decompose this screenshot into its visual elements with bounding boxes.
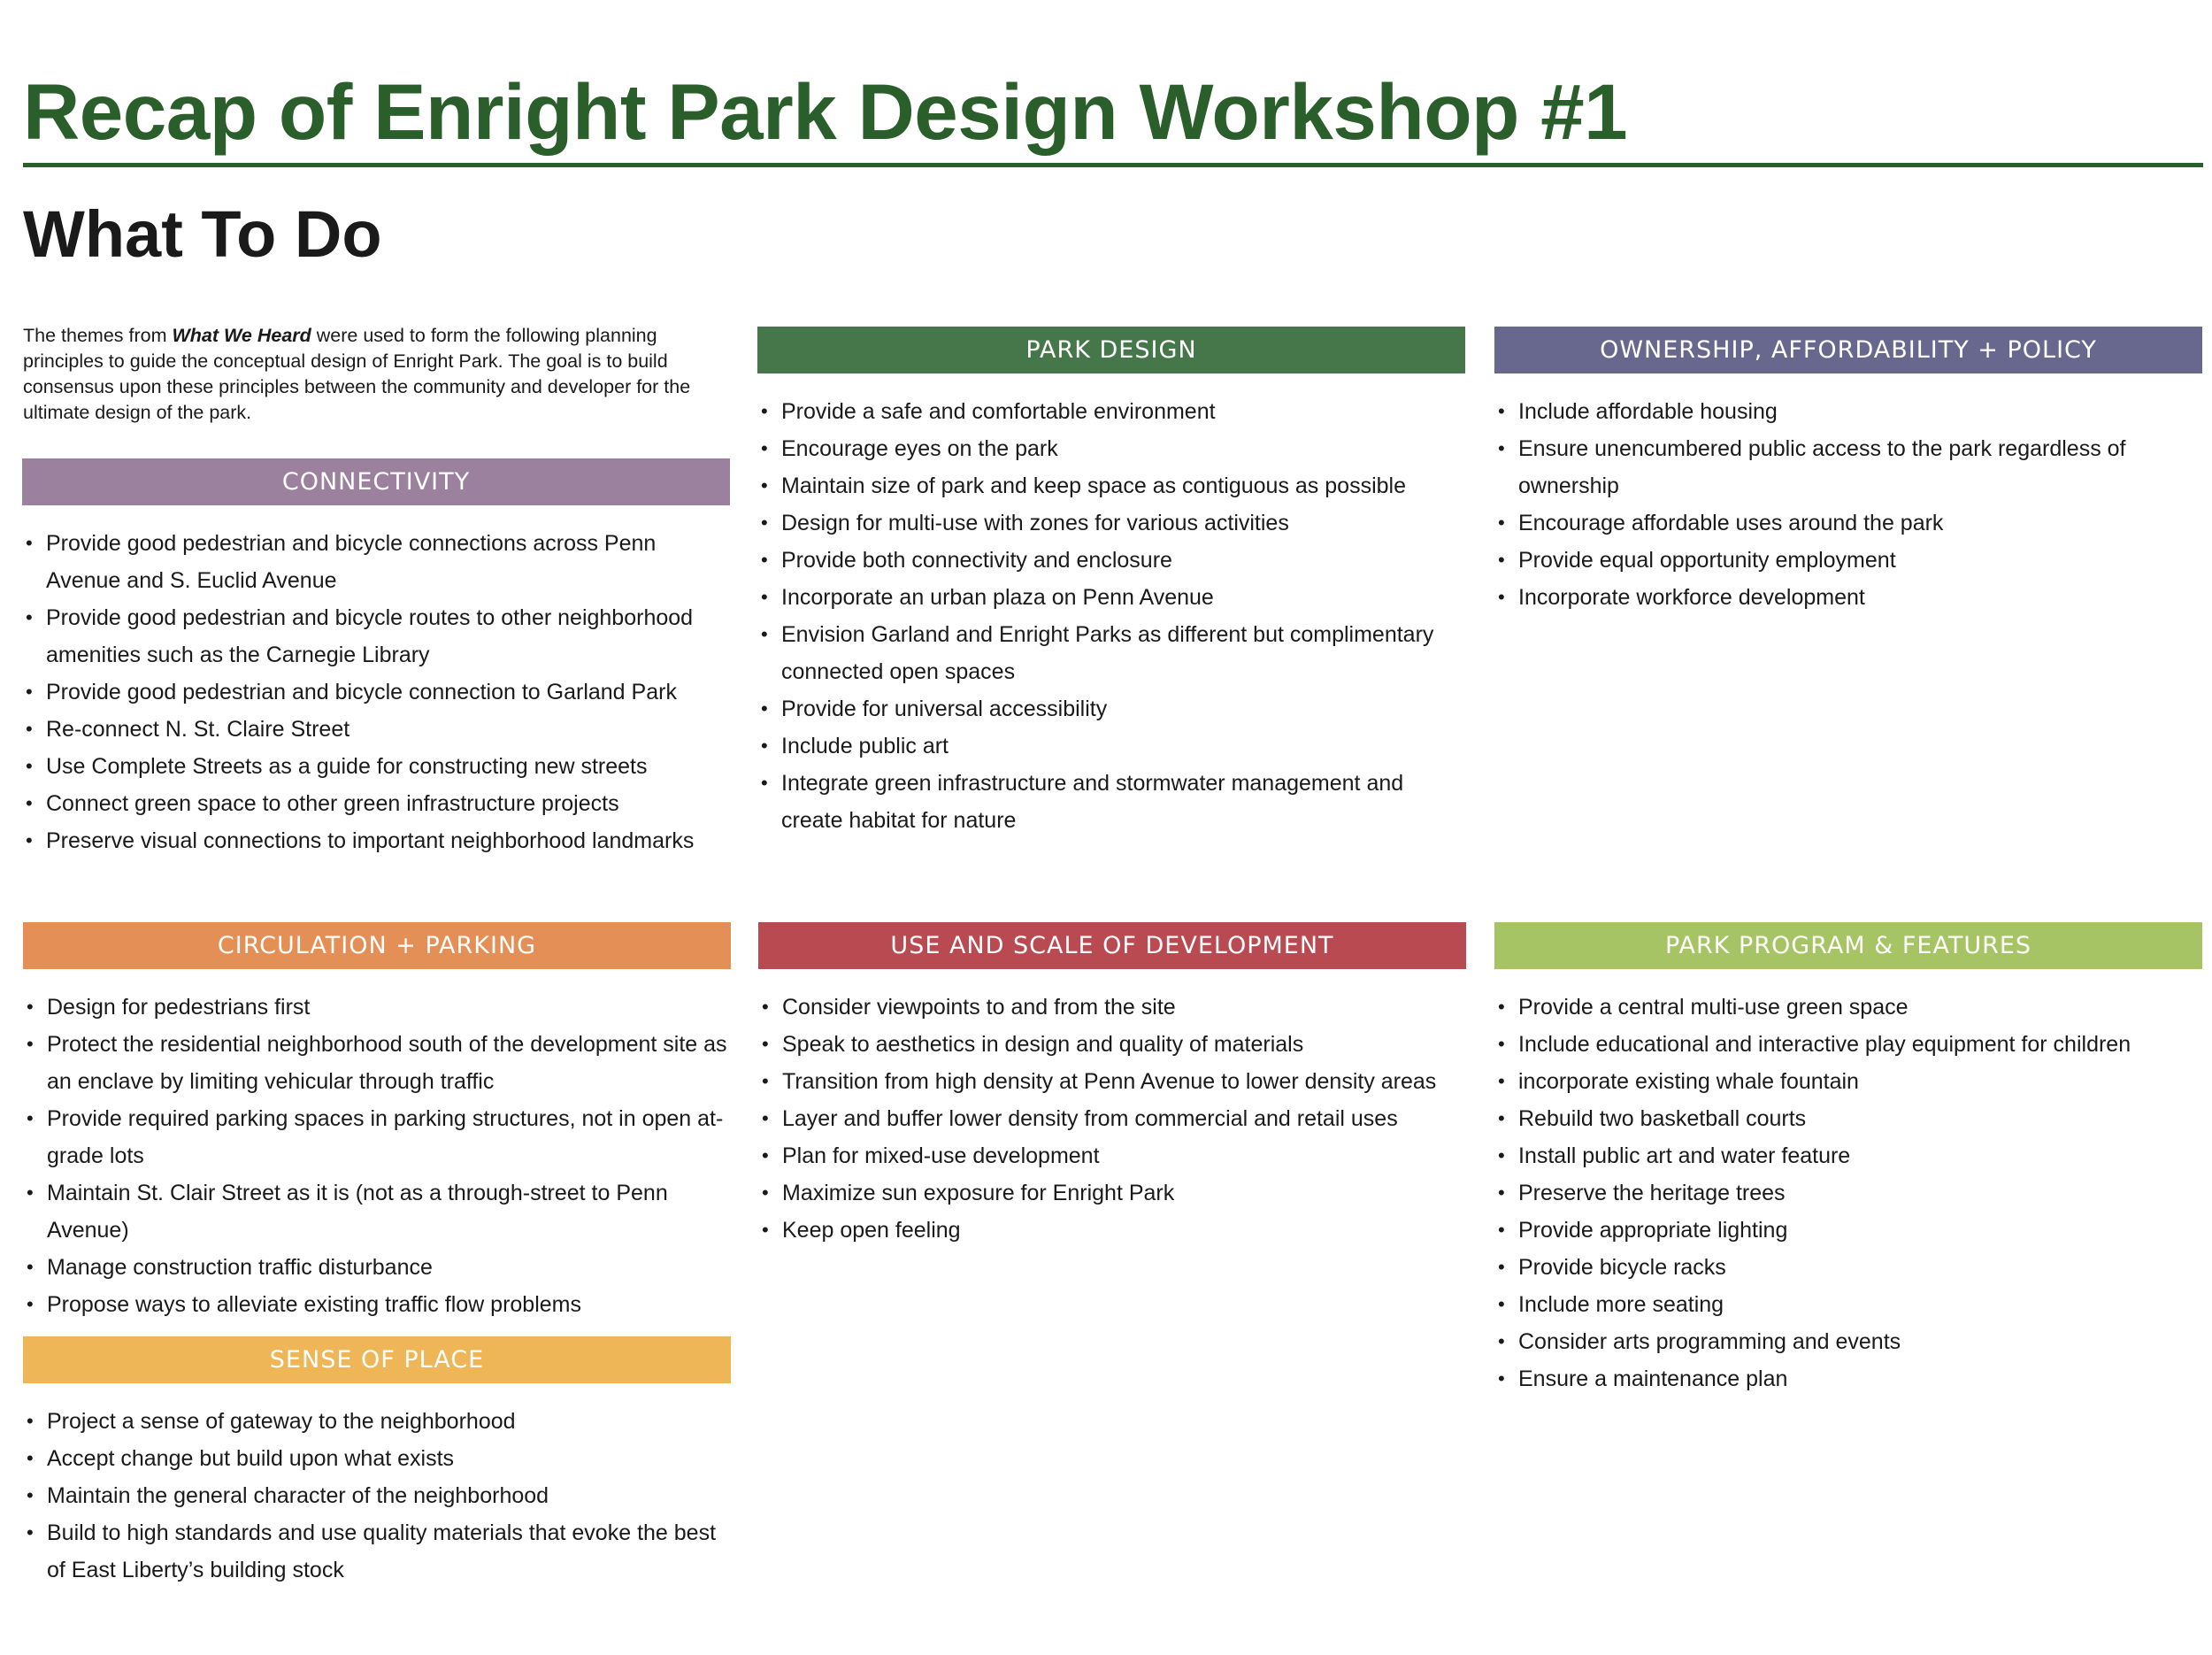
list-item-text: Build to high standards and use quality materials that evoke the best of East Liberty’s building stock <box>47 1520 717 1582</box>
list-item-text: Provide equal opportunity employment <box>1518 548 1896 573</box>
list-item <box>758 1212 1466 1249</box>
list-item-text: Consider viewpoints to and from the site <box>782 995 1176 1020</box>
list-item <box>758 1026 1466 1063</box>
list-item <box>1494 1137 2202 1174</box>
list-item <box>23 1286 731 1323</box>
bullet-icon: • <box>1498 400 1505 422</box>
list-item <box>23 1174 731 1249</box>
bullet-icon: • <box>1498 1182 1505 1204</box>
list-item-text: Incorporate workforce development <box>1518 585 1865 610</box>
list-item <box>757 579 1465 616</box>
list-item-text: Preserve the heritage trees <box>1518 1181 1786 1205</box>
list-item <box>1494 393 2202 430</box>
list-item <box>23 989 731 1026</box>
title-divider <box>23 163 2203 167</box>
list-item <box>758 1137 1466 1174</box>
list-item <box>1494 1249 2202 1286</box>
list-item <box>22 599 730 674</box>
section-heading: OWNERSHIP, AFFORDABILITY + POLICY <box>1494 327 2202 373</box>
list-item <box>1494 430 2202 504</box>
list-item <box>22 674 730 711</box>
list-item-text: Design for pedestrians first <box>47 995 311 1020</box>
list-item-text: Install public art and water feature <box>1518 1143 1851 1168</box>
section-park-program <box>1494 922 2202 1397</box>
bullet-icon: • <box>761 623 768 645</box>
list-item-text: Provide a safe and comfortable environment <box>781 399 1216 424</box>
bullet-icon: • <box>27 1521 34 1543</box>
list-item <box>22 711 730 748</box>
bullet-icon: • <box>27 1410 34 1432</box>
list-item <box>757 504 1465 542</box>
list-item-text: Provide required parking spaces in parking structures, not in open at-grade lots <box>47 1106 724 1168</box>
bullet-icon: • <box>761 400 768 422</box>
list-item-text: Re-connect N. St. Claire Street <box>46 717 350 742</box>
bullet-icon: • <box>761 474 768 496</box>
intro-paragraph <box>23 323 722 426</box>
list-item-text: Accept change but build upon what exists <box>47 1446 455 1471</box>
list-item-text: Include more seating <box>1518 1292 1724 1317</box>
list-item <box>1494 1360 2202 1397</box>
section-heading: SENSE OF PLACE <box>23 1336 731 1383</box>
list-item <box>1494 1212 2202 1249</box>
list-item <box>758 1174 1466 1212</box>
list-item-text: Keep open feeling <box>782 1218 961 1243</box>
section-heading: PARK DESIGN <box>757 327 1465 373</box>
list-item-text: Design for multi-use with zones for various activities <box>781 511 1289 535</box>
section-heading: PARK PROGRAM & FEATURES <box>1494 922 2202 969</box>
list-item <box>1494 542 2202 579</box>
intro-suffix: were used to form the following planning principles to guide the conceptual design of Enright Park. The goal is to build consensus upon these principles between the community and developer for the ultimate design of the park. <box>23 325 691 423</box>
list-item <box>22 525 730 599</box>
principle-list <box>23 989 731 1323</box>
list-item <box>23 1249 731 1286</box>
bullet-icon: • <box>762 1070 769 1092</box>
bullet-icon: • <box>27 1484 34 1506</box>
list-item-text: Maintain St. Clair Street as it is (not as a through-street to Penn Avenue) <box>47 1181 668 1243</box>
bullet-icon: • <box>761 697 768 720</box>
bullet-icon: • <box>26 532 33 554</box>
list-item-text: Maintain size of park and keep space as contiguous as possible <box>781 473 1406 498</box>
bullet-icon: • <box>27 1256 34 1278</box>
section-connectivity <box>22 458 730 859</box>
list-item-text: Provide bicycle racks <box>1518 1255 1726 1280</box>
list-item-text: Incorporate an urban plaza on Penn Avenue <box>781 585 1214 610</box>
bullet-icon: • <box>27 996 34 1018</box>
section-heading: CIRCULATION + PARKING <box>23 922 731 969</box>
list-item-text: Rebuild two basketball courts <box>1518 1106 1807 1131</box>
bullet-icon: • <box>1498 1256 1505 1278</box>
list-item-text: Encourage eyes on the park <box>781 436 1058 461</box>
bullet-icon: • <box>761 437 768 459</box>
bullet-icon: • <box>761 735 768 757</box>
page-subtitle: What To Do <box>23 197 382 271</box>
bullet-icon: • <box>26 829 33 851</box>
bullet-icon: • <box>761 772 768 794</box>
bullet-icon: • <box>1498 512 1505 534</box>
list-item <box>757 430 1465 467</box>
list-item-text: Provide appropriate lighting <box>1518 1218 1788 1243</box>
section-use-scale <box>758 922 1466 1249</box>
bullet-icon: • <box>1498 1033 1505 1055</box>
list-item-text: Include educational and interactive play equipment for children <box>1518 1032 2131 1057</box>
bullet-icon: • <box>1498 1330 1505 1352</box>
list-item <box>758 989 1466 1026</box>
list-item-text: Manage construction traffic disturbance <box>47 1255 433 1280</box>
list-item-text: Integrate green infrastructure and stormwater management and create habitat for nature <box>781 771 1404 833</box>
bullet-icon: • <box>1498 586 1505 608</box>
list-item-text: Provide good pedestrian and bicycle connections across Penn Avenue and S. Euclid Avenue <box>46 531 657 593</box>
list-item-text: Include public art <box>781 734 949 758</box>
section-sense-of-place <box>23 1336 731 1589</box>
list-item-text: Speak to aesthetics in design and quality of materials <box>782 1032 1304 1057</box>
list-item <box>22 785 730 822</box>
list-item-text: Include affordable housing <box>1518 399 1778 424</box>
bullet-icon: • <box>26 792 33 814</box>
list-item <box>757 542 1465 579</box>
bullet-icon: • <box>761 512 768 534</box>
list-item <box>1494 1063 2202 1100</box>
bullet-icon: • <box>1498 549 1505 571</box>
page-title: Recap of Enright Park Design Workshop #1 <box>23 67 1628 156</box>
section-circulation <box>23 922 731 1323</box>
bullet-icon: • <box>1498 437 1505 459</box>
list-item <box>1494 1174 2202 1212</box>
list-item-text: Encourage affordable uses around the park <box>1518 511 1944 535</box>
bullet-icon: • <box>27 1293 34 1315</box>
list-item-text: Protect the residential neighborhood south of the development site as an enclave by limiting vehicular through traffic <box>47 1032 727 1094</box>
list-item-text: Provide a central multi-use green space <box>1518 995 1909 1020</box>
bullet-icon: • <box>1498 996 1505 1018</box>
bullet-icon: • <box>762 1144 769 1166</box>
list-item-text: Consider arts programming and events <box>1518 1329 1901 1354</box>
list-item <box>1494 1026 2202 1063</box>
list-item-text: Ensure a maintenance plan <box>1518 1366 1788 1391</box>
list-item-text: Connect green space to other green infrastructure projects <box>46 791 619 816</box>
list-item-text: Plan for mixed-use development <box>782 1143 1100 1168</box>
bullet-icon: • <box>27 1182 34 1204</box>
list-item-text: Use Complete Streets as a guide for constructing new streets <box>46 754 648 779</box>
bullet-icon: • <box>1498 1107 1505 1129</box>
intro-prefix: The themes from <box>23 325 173 346</box>
bullet-icon: • <box>762 1182 769 1204</box>
list-item-text: Transition from high density at Penn Avenue to lower density areas <box>782 1069 1437 1094</box>
section-heading: USE AND SCALE OF DEVELOPMENT <box>758 922 1466 969</box>
bullet-icon: • <box>1498 1070 1505 1092</box>
list-item-text: Preserve visual connections to important neighborhood landmarks <box>46 828 695 853</box>
bullet-icon: • <box>1498 1293 1505 1315</box>
bullet-icon: • <box>26 718 33 740</box>
principle-list <box>1494 393 2202 616</box>
section-ownership <box>1494 327 2202 616</box>
list-item-text: Layer and buffer lower density from commercial and retail uses <box>782 1106 1398 1131</box>
list-item <box>1494 1323 2202 1360</box>
list-item <box>757 616 1465 690</box>
bullet-icon: • <box>762 1219 769 1241</box>
list-item-text: Provide good pedestrian and bicycle routes to other neighborhood amenities such as the Carnegie Library <box>46 605 694 667</box>
list-item-text: Project a sense of gateway to the neighborhood <box>47 1409 516 1434</box>
bullet-icon: • <box>27 1107 34 1129</box>
bullet-icon: • <box>27 1033 34 1055</box>
list-item <box>23 1440 731 1477</box>
list-item <box>23 1403 731 1440</box>
bullet-icon: • <box>761 549 768 571</box>
intro-emphasis: What We Heard <box>172 325 311 346</box>
bullet-icon: • <box>1498 1367 1505 1389</box>
principle-list <box>758 989 1466 1249</box>
bullet-icon: • <box>762 996 769 1018</box>
bullet-icon: • <box>1498 1144 1505 1166</box>
list-item-text: Maintain the general character of the neighborhood <box>47 1483 549 1508</box>
list-item <box>757 727 1465 765</box>
list-item <box>757 467 1465 504</box>
list-item <box>1494 579 2202 616</box>
principle-list <box>22 525 730 859</box>
bullet-icon: • <box>27 1447 34 1469</box>
list-item <box>1494 1286 2202 1323</box>
list-item <box>758 1063 1466 1100</box>
list-item-text: Envision Garland and Enright Parks as different but complimentary connected open spaces <box>781 622 1434 684</box>
principle-list <box>23 1403 731 1589</box>
bullet-icon: • <box>26 755 33 777</box>
list-item <box>757 765 1465 839</box>
list-item <box>1494 504 2202 542</box>
list-item-text: incorporate existing whale fountain <box>1518 1069 1859 1094</box>
bullet-icon: • <box>26 606 33 628</box>
list-item <box>758 1100 1466 1137</box>
list-item <box>1494 989 2202 1026</box>
list-item <box>23 1477 731 1514</box>
list-item-text: Provide both connectivity and enclosure <box>781 548 1172 573</box>
list-item-text: Propose ways to alleviate existing traffic flow problems <box>47 1292 581 1317</box>
list-item <box>22 822 730 859</box>
list-item <box>1494 1100 2202 1137</box>
list-item-text: Provide for universal accessibility <box>781 697 1108 721</box>
section-park-design <box>757 327 1465 839</box>
list-item <box>23 1514 731 1589</box>
list-item <box>23 1026 731 1100</box>
bullet-icon: • <box>26 681 33 703</box>
principle-list <box>1494 989 2202 1397</box>
section-heading: CONNECTIVITY <box>22 458 730 505</box>
list-item <box>757 393 1465 430</box>
list-item <box>757 690 1465 727</box>
bullet-icon: • <box>762 1107 769 1129</box>
list-item <box>23 1100 731 1174</box>
list-item-text: Maximize sun exposure for Enright Park <box>782 1181 1175 1205</box>
list-item <box>22 748 730 785</box>
list-item-text: Provide good pedestrian and bicycle connection to Garland Park <box>46 680 677 704</box>
bullet-icon: • <box>762 1033 769 1055</box>
bullet-icon: • <box>761 586 768 608</box>
bullet-icon: • <box>1498 1219 1505 1241</box>
principle-list <box>757 393 1465 839</box>
list-item-text: Ensure unencumbered public access to the park regardless of ownership <box>1518 436 2126 498</box>
